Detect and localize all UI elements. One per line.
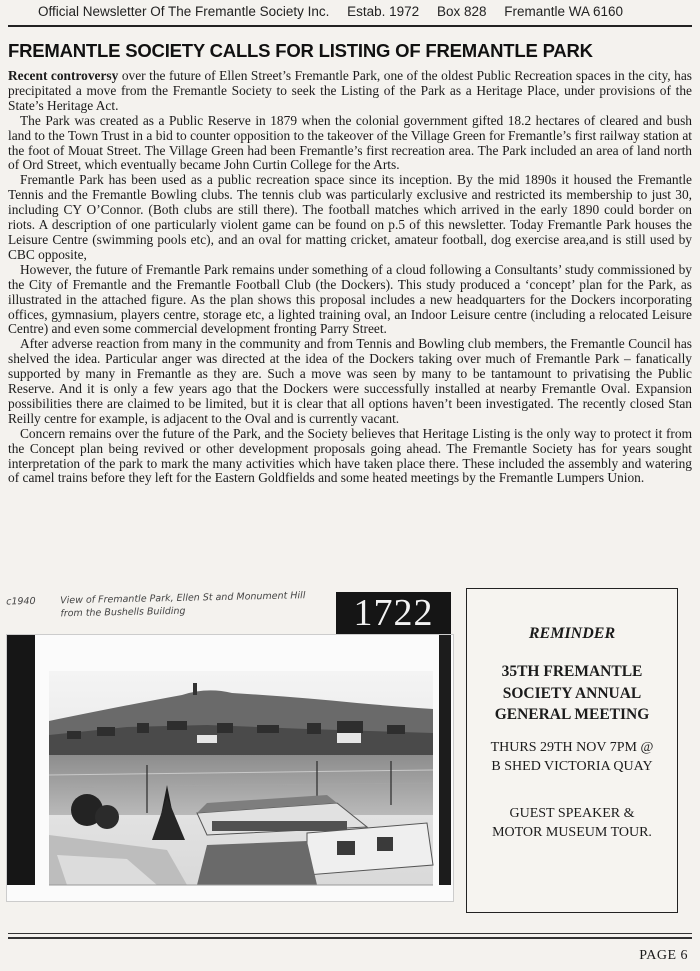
masthead-rule xyxy=(8,25,692,27)
article-paragraph-2: The Park was created as a Public Reserve in 1879 when the colonial government gifted 18.2 hectares of cleared and bush land to the Town Trust in a bid to counter opposition to the takeover of the Village Green for Fremantle’s first railway station at the foot of Mouat Street. The Village Green had been Fremantle’s first recreation area. The Park included an area of land north of Ord Street, which eventually became John Curtin College for the Arts. xyxy=(8,112,692,173)
reminder-box xyxy=(466,588,678,913)
masthead-location: Fremantle WA 6160 xyxy=(504,4,624,19)
page-number: PAGE 6 xyxy=(639,948,688,963)
article-paragraph-4: However, the future of Fremantle Park remains under something of a cloud following a Consultants’ study commissioned by the City of Fremantle and the Fremantle Football Club (the Dockers). This study produced a ‘concept’ plan for the Park, as illustrated in the attached figure. As the plan shows this proposal includes a new headquarters for the Dockers incorporating offices, gymnasium, players centre, storage etc, a lighted training oval, an Indoor Leisure centre (including a relocated Leisure Centre) and even some commercial development fronting Parry Street. xyxy=(8,261,692,337)
article-paragraph-5: After adverse reaction from many in the community and from Tennis and Bowling club members, the Fremantle Council has shelved the idea. Particular anger was directed at the idea of the Dockers taking over much of Fremantle Park – fanatically supported by many in Fremantle as they are. Such a move was seen by many to be tantamount to privatising the Public Reserve. And it is only a few years ago that the Dockers were successfully installed at nearby Fremantle Oval. Expansion possibilities there are claimed to be limited, but it is clear that all options haven’t been investigated. The recently closed Stan Reilly centre for example, is adjacent to the Oval and is currently vacant. xyxy=(8,336,692,426)
article-paragraph-3: Fremantle Park has been used as a public recreation space since its inception. By the mid 1890s it housed the Fremantle Tennis and the Fremantle Bowling clubs. The tennis club was particularly exclusive and restricted its membership to just 30, including CY O’Connor. (Both clubs are still there). The football matches which arrived in the early 1890 could border on riots. A description of one particularly violent game can be found on p.5 of this newsletter. Today Fremantle Park houses the Leisure Centre (swimming pools etc), and an oval for matting cricket, amateur football, dog exercise area,and is still used by CBC opposite, xyxy=(8,172,692,262)
photo-caption-year: c1940 xyxy=(6,595,36,608)
article-body xyxy=(8,69,692,486)
footer-rule-thick xyxy=(8,937,692,939)
photo-number: 1722 xyxy=(336,592,451,634)
reminder-guest-line-2: MOTOR MUSEUM TOUR. xyxy=(492,824,652,840)
article-lead: Recent controversy xyxy=(8,68,119,83)
reminder-date-line-1: THURS 29TH NOV 7PM @ xyxy=(490,739,654,755)
masthead-established: Estab. 1972 xyxy=(347,4,420,19)
article-paragraph-6: Concern remains over the future of the Park, and the Society believes that Heritage Listing is the only way to protect it from the Concept plan being revived or other development proposals going ahead. The Fremantle Society has for years sought interpretation of the park to mark the many activities which have taken place there. These included the assembly and watering of camel trains before they left for the Eastern Goldfields and some heated meetings by the Fremantle Lumpers Union. xyxy=(8,425,692,486)
reminder-agm-line-2: SOCIETY ANNUAL xyxy=(502,684,642,702)
reminder-guest-line-1: GUEST SPEAKER & xyxy=(509,805,635,821)
reminder-agm-line-3: GENERAL MEETING xyxy=(494,706,650,723)
reminder-agm-line-1: 35TH FREMANTLE xyxy=(501,663,643,680)
photo-frame xyxy=(6,634,454,902)
masthead-box: Box 828 xyxy=(436,4,487,19)
reminder-date-line-2: B SHED VICTORIA QUAY xyxy=(491,758,653,774)
footer-rule-thin xyxy=(8,933,692,934)
reminder-agm xyxy=(467,661,677,726)
article-paragraph-1 xyxy=(8,69,692,114)
article-paragraph-1-text: over the future of Ellen Street’s Fremantle Park, one of the oldest Public Recreation spaces in the city, has precipitated a move from the Fremantle Society to seek the Listing of the Park as a Heritage Place, under provisions of the State’s Heritage Act. xyxy=(8,68,692,113)
masthead-title: Official Newsletter Of The Fremantle Society Inc. xyxy=(38,4,330,19)
reminder-date xyxy=(467,738,677,776)
reminder-guest xyxy=(467,804,677,842)
article-headline: FREMANTLE SOCIETY CALLS FOR LISTING OF FREMANTLE PARK xyxy=(8,40,593,61)
photo-image xyxy=(7,635,453,901)
reminder-title: REMINDER xyxy=(528,625,616,642)
photo-caption-text: View of Fremantle Park, Ellen St and Monument Hill from the Bushells Building xyxy=(60,590,306,620)
historic-photo xyxy=(6,588,454,906)
masthead xyxy=(8,4,692,19)
photo-caption xyxy=(6,589,336,620)
